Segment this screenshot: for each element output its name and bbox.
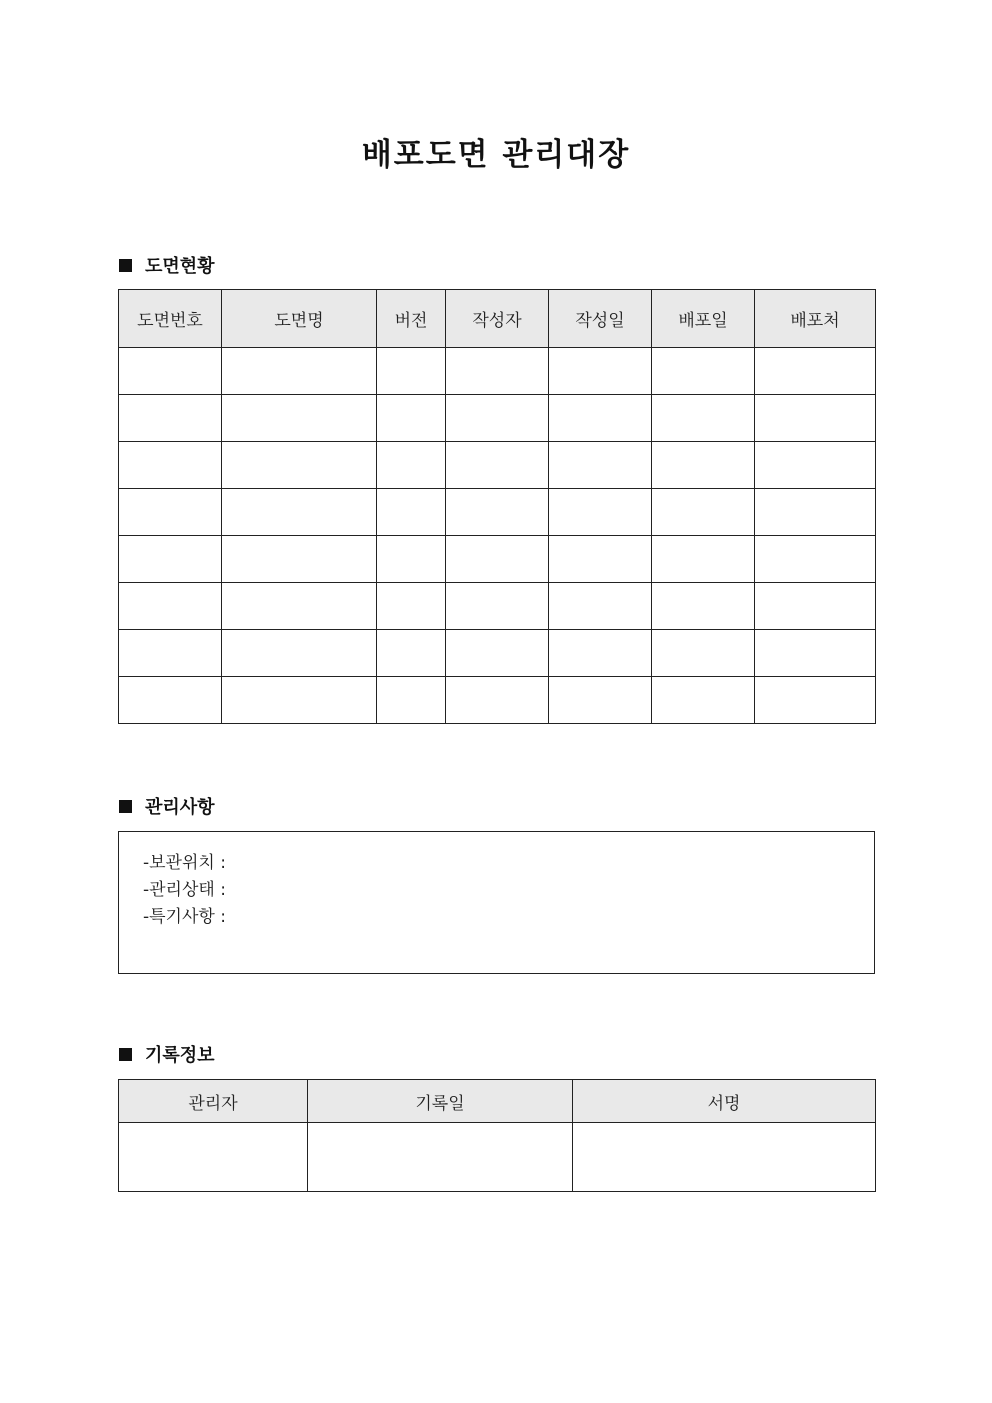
drawing-name-cell[interactable] [222,348,377,395]
distribution-date-cell[interactable] [652,348,755,395]
drawing-number-cell[interactable] [119,536,222,583]
created-date-cell[interactable] [549,536,652,583]
distribution-date-cell[interactable] [652,395,755,442]
table-row [119,489,876,536]
column-header-manager: 관리자 [119,1080,308,1123]
section-heading-drawing-status [119,252,215,278]
table-header-row [119,1080,876,1123]
drawing-number-cell[interactable] [119,583,222,630]
table-row [119,536,876,583]
storage-location-line: -보관위치 : [143,853,226,873]
management-notes-box[interactable] [118,831,875,974]
distribution-target-cell[interactable] [755,489,876,536]
table-row [119,677,876,724]
column-header-signature: 서명 [573,1080,876,1123]
distribution-date-cell[interactable] [652,677,755,724]
version-cell[interactable] [377,630,446,677]
distribution-date-cell[interactable] [652,536,755,583]
record-date-cell[interactable] [308,1123,573,1192]
created-date-cell[interactable] [549,348,652,395]
author-cell[interactable] [446,583,549,630]
black-square-icon [119,259,132,272]
version-cell[interactable] [377,677,446,724]
drawing-name-cell[interactable] [222,536,377,583]
table-row [119,583,876,630]
drawing-number-cell[interactable] [119,677,222,724]
drawing-number-cell[interactable] [119,630,222,677]
author-cell[interactable] [446,348,549,395]
created-date-cell[interactable] [549,489,652,536]
version-cell[interactable] [377,442,446,489]
section-heading-record [119,1041,215,1067]
drawing-name-cell[interactable] [222,630,377,677]
column-header-record-date: 기록일 [308,1080,573,1123]
version-cell[interactable] [377,536,446,583]
distribution-date-cell[interactable] [652,583,755,630]
author-cell[interactable] [446,395,549,442]
distribution-date-cell[interactable] [652,630,755,677]
special-notes-line: -특기사항 : [143,907,226,927]
drawing-number-cell[interactable] [119,348,222,395]
drawing-number-cell[interactable] [119,442,222,489]
drawing-status-table [118,289,876,724]
author-cell[interactable] [446,630,549,677]
column-header-drawing-name: 도면명 [222,290,377,348]
distribution-target-cell[interactable] [755,395,876,442]
column-header-distribution-target: 배포처 [755,290,876,348]
created-date-cell[interactable] [549,677,652,724]
created-date-cell[interactable] [549,583,652,630]
table-row [119,1123,876,1192]
drawing-number-cell[interactable] [119,395,222,442]
table-row [119,395,876,442]
version-cell[interactable] [377,395,446,442]
signature-cell[interactable] [573,1123,876,1192]
distribution-date-cell[interactable] [652,489,755,536]
table-row [119,442,876,489]
column-header-distribution-date: 배포일 [652,290,755,348]
section-heading-label: 기록정보 [145,1045,215,1066]
distribution-target-cell[interactable] [755,677,876,724]
drawing-name-cell[interactable] [222,583,377,630]
black-square-icon [119,1048,132,1061]
distribution-target-cell[interactable] [755,348,876,395]
created-date-cell[interactable] [549,442,652,489]
management-status-line: -관리상태 : [143,880,226,900]
table-row [119,630,876,677]
version-cell[interactable] [377,489,446,536]
distribution-target-cell[interactable] [755,536,876,583]
column-header-created-date: 작성일 [549,290,652,348]
version-cell[interactable] [377,583,446,630]
document-title: 배포도면 관리대장 [361,137,631,173]
drawing-name-cell[interactable] [222,442,377,489]
author-cell[interactable] [446,536,549,583]
column-header-drawing-number: 도면번호 [119,290,222,348]
distribution-target-cell[interactable] [755,583,876,630]
author-cell[interactable] [446,489,549,536]
table-header-row [119,290,876,348]
column-header-version: 버전 [377,290,446,348]
drawing-name-cell[interactable] [222,489,377,536]
drawing-name-cell[interactable] [222,395,377,442]
record-info-table [118,1079,876,1192]
drawing-number-cell[interactable] [119,489,222,536]
black-square-icon [119,800,132,813]
author-cell[interactable] [446,442,549,489]
distribution-target-cell[interactable] [755,630,876,677]
section-heading-label: 도면현황 [145,256,215,277]
distribution-target-cell[interactable] [755,442,876,489]
table-row [119,348,876,395]
section-heading-label: 관리사항 [145,797,215,818]
created-date-cell[interactable] [549,630,652,677]
section-heading-management [119,793,215,819]
author-cell[interactable] [446,677,549,724]
manager-cell[interactable] [119,1123,308,1192]
version-cell[interactable] [377,348,446,395]
drawing-name-cell[interactable] [222,677,377,724]
column-header-author: 작성자 [446,290,549,348]
created-date-cell[interactable] [549,395,652,442]
distribution-date-cell[interactable] [652,442,755,489]
